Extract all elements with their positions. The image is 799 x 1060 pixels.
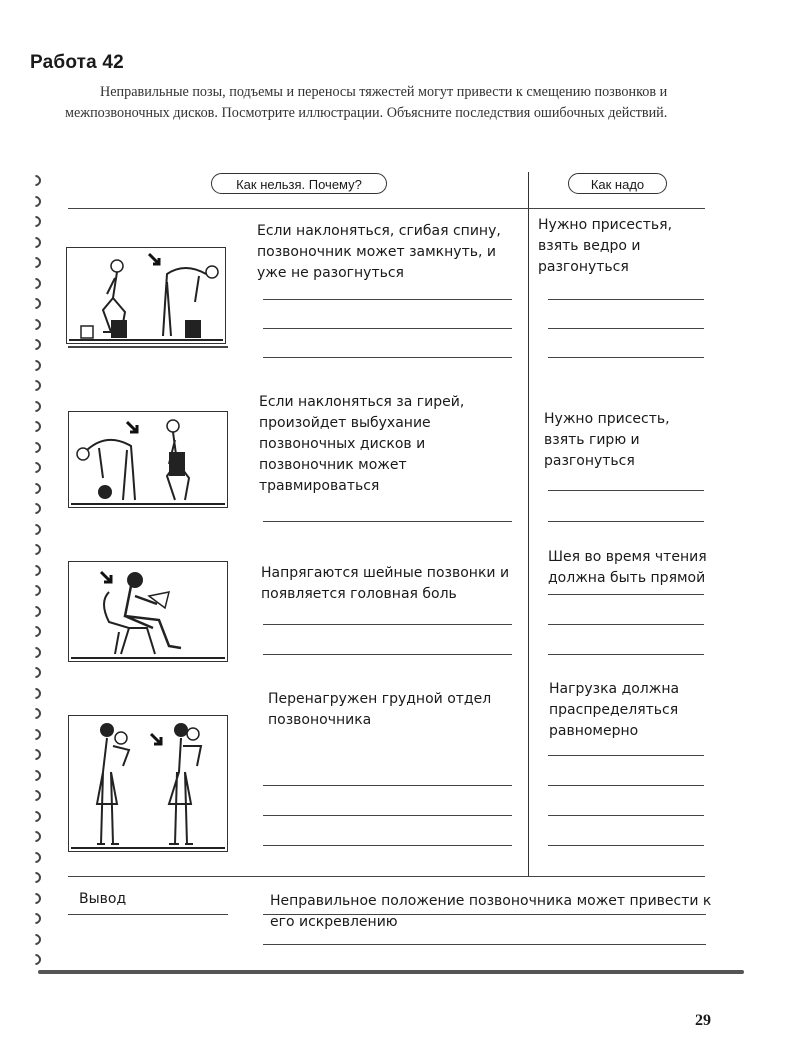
answer-line xyxy=(263,357,512,358)
spiral-ring xyxy=(28,521,44,537)
spiral-ring xyxy=(28,870,44,886)
answer-line xyxy=(548,490,704,491)
wrong-column-header: Как нельзя. Почему? xyxy=(211,173,387,194)
spiral-ring xyxy=(28,255,44,271)
answer-line xyxy=(548,785,704,786)
answer-line xyxy=(263,299,512,300)
row1-floor-rule xyxy=(68,346,228,348)
spiral-ring xyxy=(28,685,44,701)
answer-line xyxy=(263,845,512,846)
spiral-ring xyxy=(28,316,44,332)
answer-line xyxy=(548,624,704,625)
spiral-ring xyxy=(28,214,44,230)
answer-line xyxy=(548,845,704,846)
illustration-kettlebell-lift xyxy=(68,411,228,508)
spiral-ring xyxy=(28,398,44,414)
spiral-ring xyxy=(28,480,44,496)
spiral-ring xyxy=(28,583,44,599)
right-column-header: Как надо xyxy=(568,173,667,194)
illustration-bucket-lift xyxy=(66,247,226,344)
spiral-ring xyxy=(28,193,44,209)
spiral-ring xyxy=(28,726,44,742)
answer-line xyxy=(548,357,704,358)
answer-line xyxy=(263,654,512,655)
answer-line xyxy=(548,654,704,655)
spiral-ring xyxy=(28,890,44,906)
spiral-ring xyxy=(28,234,44,250)
column-divider xyxy=(528,172,529,877)
answer-line xyxy=(263,521,512,522)
answer-line xyxy=(68,914,228,915)
spiral-ring xyxy=(28,460,44,476)
answer-line xyxy=(263,914,706,915)
spiral-ring xyxy=(28,501,44,517)
spiral-ring xyxy=(28,788,44,804)
answer-line xyxy=(548,594,704,595)
row4-wrong-text: Перенагружен грудной отдел позвоночника xyxy=(268,691,492,728)
spiral-ring xyxy=(28,603,44,619)
row1-wrong-text: Если наклоняться, сгибая спину, позвоночник может замкнуть, и уже не разогнуться xyxy=(257,223,501,281)
spiral-ring xyxy=(28,808,44,824)
answer-line xyxy=(263,328,512,329)
answer-line xyxy=(263,785,512,786)
spiral-ring xyxy=(28,665,44,681)
answer-line xyxy=(548,815,704,816)
row2-right-text: Нужно присесть, взять гирю и разгонуться xyxy=(544,411,670,469)
spiral-ring xyxy=(28,357,44,373)
header-rule xyxy=(68,208,705,209)
spiral-ring xyxy=(28,931,44,947)
conclusion-text: Неправильное положение позвоночника может привести к его искревлению xyxy=(270,893,712,930)
spiral-ring xyxy=(28,747,44,763)
spiral-ring xyxy=(28,378,44,394)
row3-wrong-text: Напрягаются шейные позвонки и появляется головная боль xyxy=(261,565,510,602)
page-title: Работа 42 xyxy=(30,52,124,73)
spiral-ring xyxy=(28,829,44,845)
row2-wrong-text: Если наклоняться за гирей, произойдет выбухание позвоночных дисков и позвоночник может травмироваться xyxy=(259,394,465,494)
spiral-ring xyxy=(28,439,44,455)
spiral-ring xyxy=(28,706,44,722)
spiral-ring xyxy=(28,562,44,578)
page-number: 29 xyxy=(695,1012,711,1029)
spiral-ring xyxy=(28,173,44,189)
row1-right-text: Нужно присестья, взять ведро и разгонуться xyxy=(538,217,673,275)
spiral-ring xyxy=(28,911,44,927)
spiral-ring xyxy=(28,767,44,783)
answer-line xyxy=(263,624,512,625)
row4-right-text: Нагрузка должна праспределяться равномерно xyxy=(549,681,680,739)
spiral-ring xyxy=(28,624,44,640)
spiral-ring xyxy=(28,644,44,660)
spiral-ring xyxy=(28,542,44,558)
answer-line xyxy=(263,815,512,816)
answer-line xyxy=(548,299,704,300)
answer-line xyxy=(548,328,704,329)
spiral-ring xyxy=(28,296,44,312)
answer-line xyxy=(263,944,706,945)
page-bottom-edge xyxy=(38,970,744,974)
spiral-ring xyxy=(28,275,44,291)
spiral-ring xyxy=(28,952,44,968)
spiral-ring xyxy=(28,849,44,865)
illustration-carrying-child xyxy=(68,715,228,852)
answer-line xyxy=(548,755,704,756)
illustration-reading-posture xyxy=(68,561,228,662)
row3-right-text: Шея во время чтения должна быть прямой xyxy=(548,549,707,586)
spiral-ring xyxy=(28,337,44,353)
table-bottom-rule xyxy=(68,876,705,877)
conclusion-label: Вывод xyxy=(79,891,127,907)
answer-line xyxy=(548,521,704,522)
spiral-ring xyxy=(28,419,44,435)
instructions-text: Неправильные позы, подъемы и переносы тяжестей могут привести к смещению позвонков и межпозвоночных дисков. Посмотрите иллюстрации. Объясните последствия ошибочных действий. xyxy=(65,84,668,121)
